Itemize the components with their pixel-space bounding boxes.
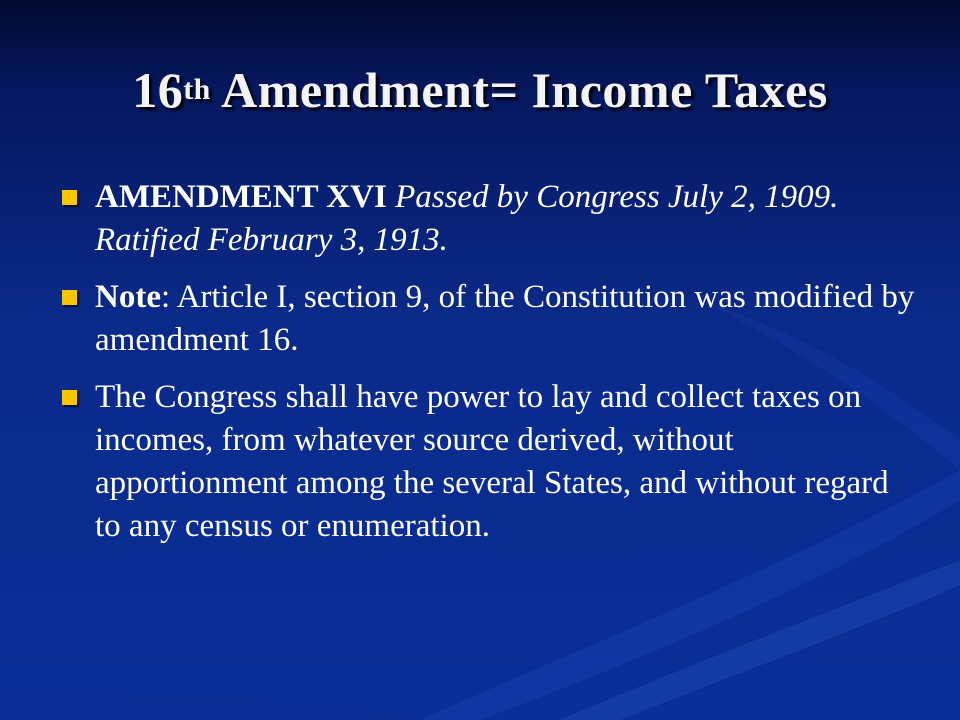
bullet-square-icon — [62, 390, 77, 405]
bullet-item-congress-power — [60, 376, 920, 548]
title-rest: Amendment= Income Taxes — [210, 62, 828, 118]
bullet-item-note — [60, 276, 920, 362]
bullet-square-icon — [62, 290, 77, 305]
bullet-text: : Article I, section 9, of the Constitution was modified by amendment 16. — [95, 279, 915, 358]
bullet-bold-text: AMENDMENT XVI — [95, 179, 387, 215]
bullet-bold-text: Note — [95, 279, 161, 315]
title-number: 16 — [132, 62, 184, 118]
bullet-square-icon — [62, 190, 77, 205]
bullet-item-amendment — [60, 176, 920, 262]
slide-title — [0, 58, 960, 130]
bullet-text: The Congress shall have power to lay and collect taxes on incomes, from whatever source derived, without apportionment among the several States, and without regard to any census or enumeration. — [95, 379, 889, 544]
bullet-list — [60, 176, 920, 562]
bullet-italic-text: Passed by Congress July 2, 1909. Ratified February 3, 1913. — [95, 179, 839, 258]
title-superscript: th — [183, 73, 211, 106]
